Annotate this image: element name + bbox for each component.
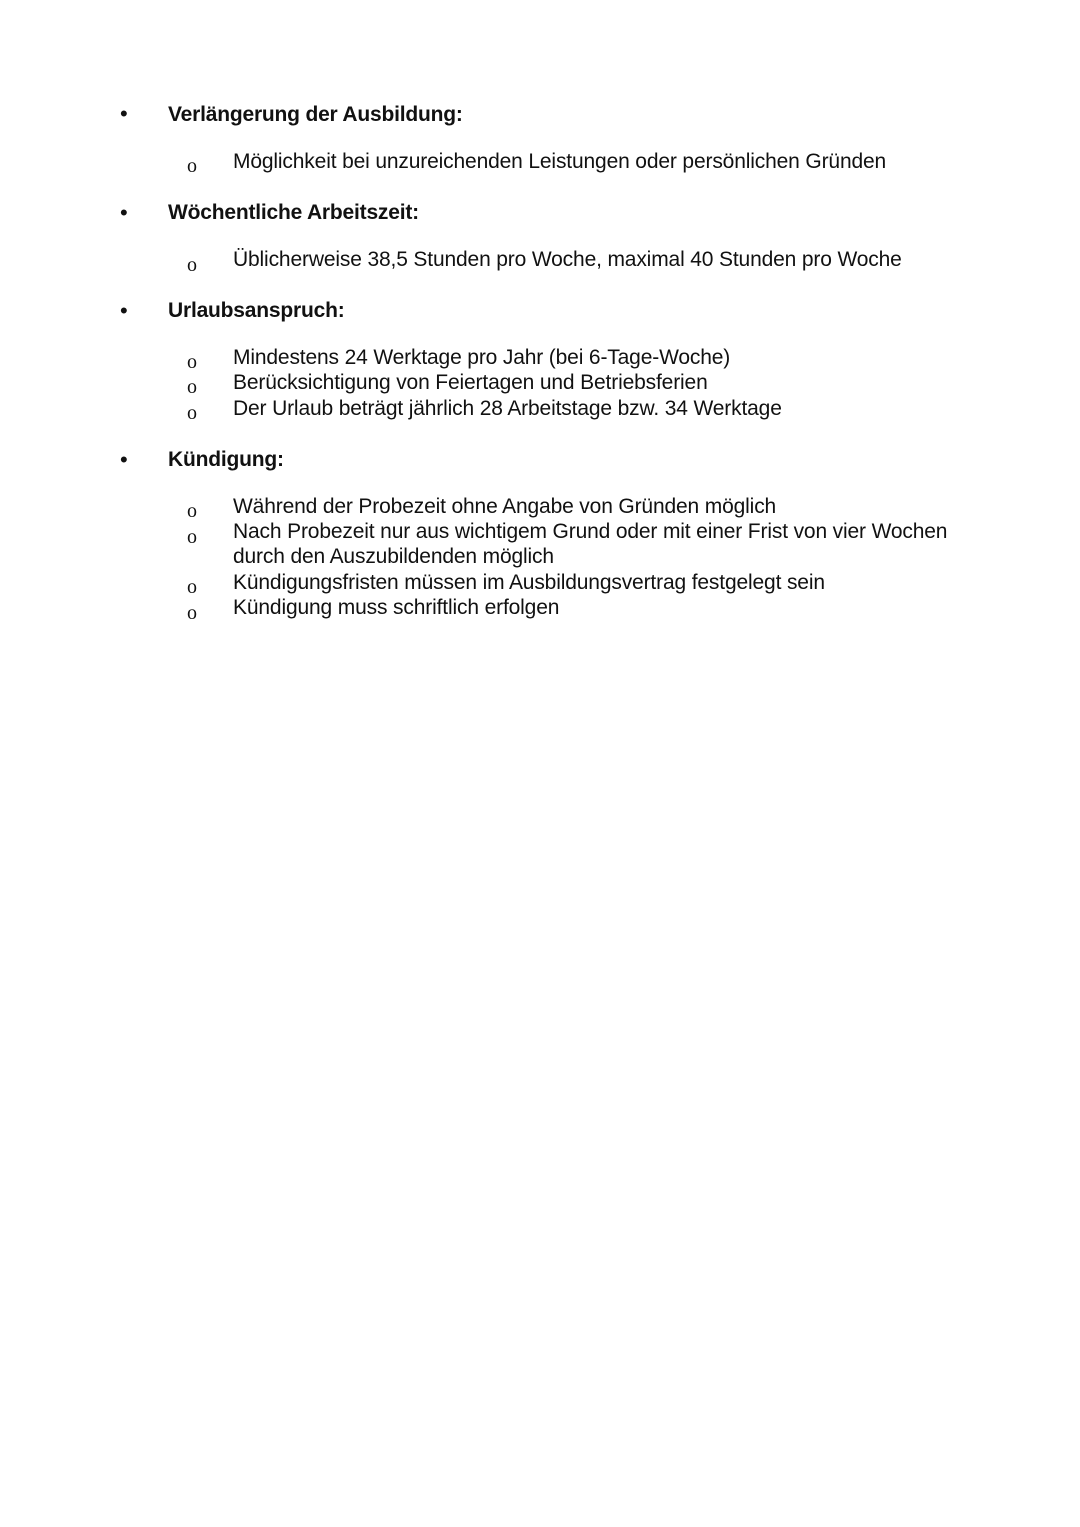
bullet-marker: • bbox=[120, 200, 128, 225]
list-item: Während der Probezeit ohne Angabe von Gründen möglich bbox=[233, 495, 777, 518]
bullet-marker: • bbox=[120, 447, 128, 472]
list-item: Der Urlaub beträgt jährlich 28 Arbeitstage bzw. 34 Werktage bbox=[233, 397, 782, 420]
bullet-marker: • bbox=[120, 298, 128, 323]
sub-bullet-marker: o bbox=[187, 402, 197, 424]
list-item: Berücksichtigung von Feiertagen und Betriebsferien bbox=[233, 371, 708, 394]
section-heading: Kündigung: bbox=[168, 448, 284, 471]
sub-bullet-marker: o bbox=[187, 602, 197, 624]
sub-bullet-marker: o bbox=[187, 155, 197, 177]
list-item: Kündigungsfristen müssen im Ausbildungsvertrag festgelegt sein bbox=[233, 571, 825, 594]
list-item: Nach Probezeit nur aus wichtigem Grund oder mit einer Frist von vier Wochen durch den Auszubildenden möglich bbox=[233, 520, 948, 568]
sub-bullet-marker: o bbox=[187, 500, 197, 522]
sub-bullet-marker: o bbox=[187, 351, 197, 373]
section-heading: Urlaubsanspruch: bbox=[168, 299, 345, 322]
sub-bullet-marker: o bbox=[187, 576, 197, 598]
list-item: Möglichkeit bei unzureichenden Leistungen oder persönlichen Gründen bbox=[233, 150, 887, 173]
list-item: Mindestens 24 Werktage pro Jahr (bei 6-Tage-Woche) bbox=[233, 346, 731, 369]
sub-bullet-marker: o bbox=[187, 526, 197, 548]
section-heading: Wöchentliche Arbeitszeit: bbox=[168, 201, 419, 224]
list-item: Üblicherweise 38,5 Stunden pro Woche, maximal 40 Stunden pro Woche bbox=[233, 248, 902, 271]
sub-bullet-marker: o bbox=[187, 254, 197, 276]
section-heading: Verlängerung der Ausbildung: bbox=[168, 103, 463, 126]
sub-bullet-marker: o bbox=[187, 376, 197, 398]
list-item: Kündigung muss schriftlich erfolgen bbox=[233, 596, 560, 619]
bullet-marker: • bbox=[120, 101, 128, 126]
